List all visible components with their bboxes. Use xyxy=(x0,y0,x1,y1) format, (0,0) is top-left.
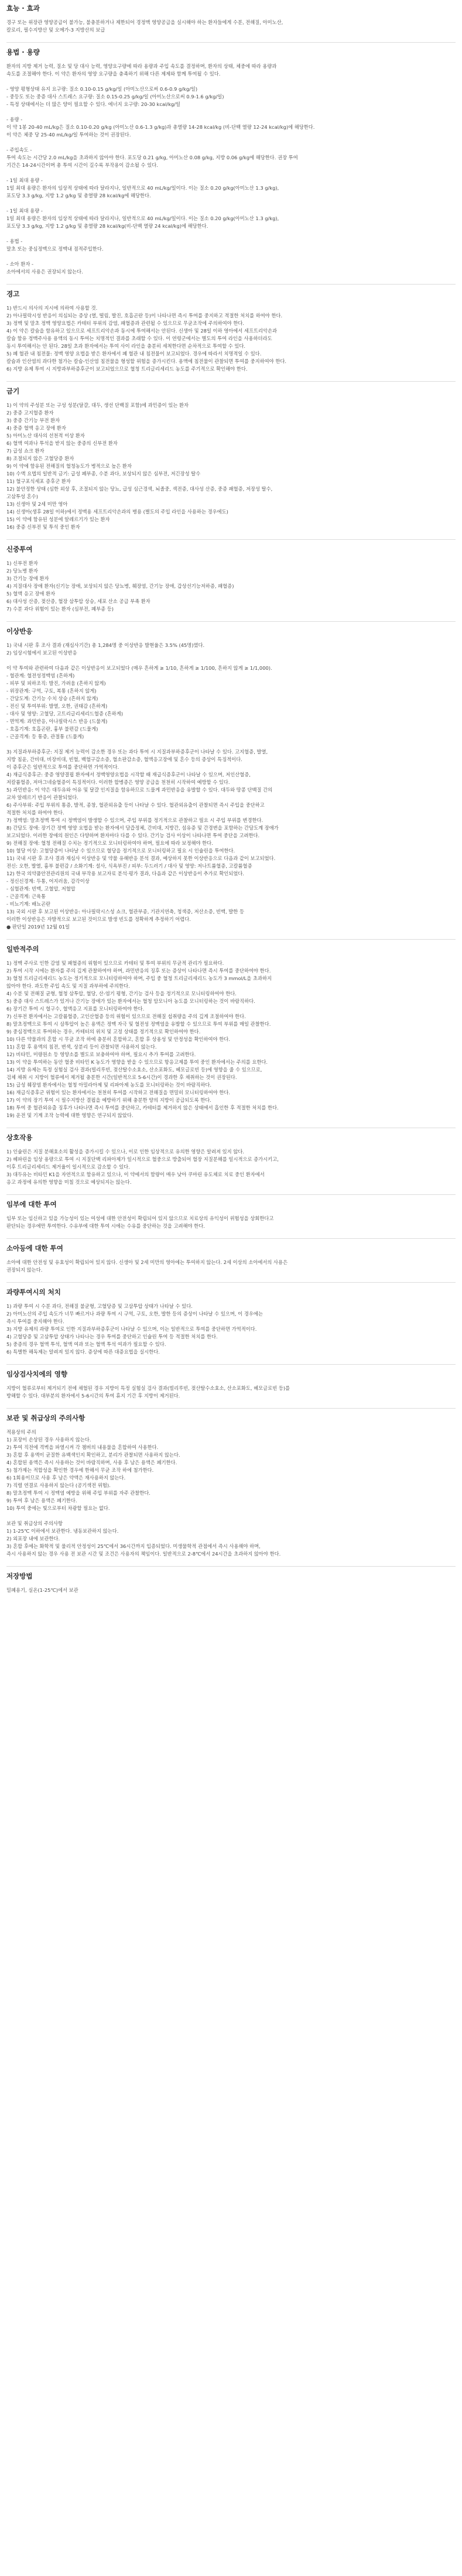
section-text-line: 적절한 처치를 하여야 한다. xyxy=(6,810,64,816)
info-section xyxy=(6,1283,456,1365)
section-text-line: 1) 국내 시판 후 조사 결과 (재심사기간) 총 1,284명 중 이상반응 발현율은 3.5% (45명)였다. xyxy=(6,642,205,648)
section-title: 과량투여시의 처치 xyxy=(6,1288,61,1296)
section-text-line: - 혈관계: 혈전성정맥염 (흔하게) xyxy=(6,673,75,679)
section-text-line: 4) 수분 및 전해질 균형, 혈청 삼투압, 혈당, 산-염기 평형, 간기능 검사 등을 정기적으로 모니터링하여야 한다. xyxy=(6,991,237,996)
section-text-line: - 소아 환자 - xyxy=(6,261,33,267)
section-text-line: 이후 트리글리세리드 제거율이 일시적으로 감소할 수 있다. xyxy=(6,1164,130,1170)
section-text-line: 6) 장기간 투여 시 혈구수, 혈액응고 지표를 모니터링하여야 한다. xyxy=(6,1006,145,1012)
section-text-line: - 호흡기계: 호흡곤란, 흉부 불편감 (드물게) xyxy=(6,726,98,732)
section-text-line: 1) 반드시 의사의 지시에 의하여 사용할 것. xyxy=(6,305,98,311)
section-text-line: 7) 직렬 연결로 사용하지 않는다 (공기색전 위험). xyxy=(6,1482,111,1488)
section-text-line: - 전신 및 투여부위: 발열, 오한, 권태감 (흔하게) xyxy=(6,703,108,709)
section-text-line: 교차 알레르기 반응이 관찰되었다. xyxy=(6,794,78,800)
section-text-line: 1일 최대 용량은 환자의 임상적 상태에 따라 달라지나, 일반적으로 40 mL/kg/일이다. 이는 질소 0.20 g/kg(아미노산 1.3 g/kg), xyxy=(6,215,279,221)
section-text-line: 6) 대사성 산증, 젖산증, 혈장 삼투압 상승, 세포 산소 공급 부족 환자 xyxy=(6,598,150,604)
section-title: 임상검사치에의 영향 xyxy=(6,1370,67,1378)
info-section xyxy=(6,4,456,43)
section-text-line: 칼슘과 인산염의 과다한 첨가는 칼슘-인산염 침전물을 형성할 위험을 증가시킨다. 용액에 침전물이 관찰되면 투여를 중지하여야 한다. xyxy=(6,358,286,364)
section-text-line: - 대사 및 영양: 고혈당, 고트리글리세리드혈증 (흔하게) xyxy=(6,711,124,717)
section-text-line: 동시 투여해서는 안 된다. 28일 초과 환자에서는 투여 사이 라인을 충분히 세척한다면 순차적으로 투여할 수 있다. xyxy=(6,343,246,349)
section-text-line: 환자의 지방 제거 능력, 질소 및 당 대사 능력, 영양요구량에 따라 용량과 주입 속도를 결정하며, 환자의 상태, 체중에 따라 용량과 xyxy=(6,63,277,69)
section-text-line: 이 증후군은 일반적으로 투여를 중단하면 가역적이다. xyxy=(6,764,119,770)
section-text-line: 지방 침윤, 간비대, 비장비대, 빈혈, 백혈구감소증, 혈소판감소증, 혈액응고장애 및 혼수 등의 증상이 특징적이다. xyxy=(6,756,242,762)
info-section xyxy=(6,1239,456,1283)
info-section xyxy=(6,285,456,382)
section-text-line: 칼슘 함유 정맥주사용 용액의 동시 투여는 치명적인 결과를 초래할 수 있다. 이 연령군에서는 별도의 투여 라인을 사용하더라도 xyxy=(6,335,272,341)
section-text-line xyxy=(6,253,456,261)
section-text-line: - 비뇨기계: 배뇨곤란 xyxy=(6,901,51,907)
section-text-line xyxy=(6,657,456,664)
section-text-line: - 근골격계: 등 통증, 관절통 (드물게) xyxy=(6,734,84,739)
section-title: 효능 · 효과 xyxy=(6,4,40,12)
section-text-line: 경구 또는 위장관 영양공급이 불가능, 불충분하거나 제한되어 경정맥 영양공급을 실시해야 하는 환자들에게 수분, 전해질, 아미노산, xyxy=(6,19,283,25)
section-text-line: 7) 신부전 환자에서는 고칼륨혈증, 고인산혈증 등의 위험이 있으므로 전해질 섭취량을 주의 깊게 조절하여야 한다. xyxy=(6,1013,246,1019)
section-text-line: - 용량 - xyxy=(6,117,23,122)
section-text-line: 8) 말초정맥 투여 시 정맥염 예방을 위해 주입 부위를 자주 관찰한다. xyxy=(6,1490,150,1496)
section-text-line: 4) 지질대사 장애 환자(신기능 장애, 보상되지 않은 당뇨병, 췌장염, 간기능 장애, 갑상선기능저하증, 패혈증) xyxy=(6,583,234,589)
section-title: 경고 xyxy=(6,290,20,298)
section-text-line: 11) 혼합 후 용액의 침전, 변색, 상분리 등이 관찰되면 사용하지 않는다. xyxy=(6,1044,157,1050)
section-text-line: 판단되는 경우에만 투여한다. 수유부에 대한 투여 시에는 수유를 중단하는 것을 고려해야 한다. xyxy=(6,1223,205,1229)
info-section xyxy=(6,43,456,285)
section-text-line: 1) 이 약의 주성분 또는 구성 성분(달걀, 대두, 생선 단백질 포함)에 과민증이 있는 환자 xyxy=(6,402,189,408)
section-text-line: 보관 및 취급상의 주의사항 xyxy=(6,1520,63,1526)
section-text-line: 4) 재급식증후군: 중증 영양결핍 환자에서 정맥영양요법을 시작할 때 재급식증후군이 나타날 수 있으며, 저인산혈증, xyxy=(6,772,251,777)
section-text-line: 말초 또는 중심정맥으로 정맥내 점적주입한다. xyxy=(6,246,104,252)
section-text-line xyxy=(6,169,456,177)
section-text-line: - 면역계: 과민반응, 아나필락시스 반응 (드물게) xyxy=(6,718,108,724)
section-text-line: 1) 포장이 손상된 경우 사용하지 않는다. xyxy=(6,1437,91,1443)
section-text-line: - 주입속도 - xyxy=(6,147,32,153)
info-section xyxy=(6,1409,456,1567)
section-title: 용법 · 용량 xyxy=(6,48,40,56)
section-text-line: 6) 특별한 해독제는 알려져 있지 않다. 증상에 따른 대증요법을 실시한다. xyxy=(6,1349,160,1355)
section-text-line: 15) 급성 췌장염 환자에서는 혈청 아밀라아제 및 리파아제 농도를 모니터링하는 것이 바람직하다. xyxy=(6,1082,212,1088)
section-text-line: 8) 간담도 장애: 장기간 정맥 영양 요법을 받는 환자에서 담즙정체, 간비대, 지방간, 섬유증 및 간경변을 포함하는 간담도계 장애가 xyxy=(6,825,279,831)
section-text-line: 6) 혈액 여과나 투석을 받지 않는 중증의 신부전 환자 xyxy=(6,440,118,446)
info-section xyxy=(6,382,456,540)
info-section xyxy=(6,940,456,1128)
section-text-line: 6) 지방 유제 투여 시 지방과부하증후군이 보고되었으므로 혈청 트리글리세리드 농도를 주기적으로 확인해야 한다. xyxy=(6,366,248,372)
section-text-line: 10) 투여 중에는 빛으로부터 차광할 필요는 없다. xyxy=(6,1505,110,1511)
section-text-line: 12) 불안정한 상태 (심한 외상 후, 조절되지 않는 당뇨, 급성 심근경색, 뇌졸중, 색전증, 대사성 산증, 중증 패혈증, 저장성 탈수, xyxy=(6,486,273,492)
info-section xyxy=(6,1365,456,1409)
info-section xyxy=(6,1195,456,1239)
section-text-line: 5) 중증 대사 스트레스가 있거나 간기능 장애가 있는 환자에서는 혈청 암모니아 농도를 모니터링하는 것이 바람직하다. xyxy=(6,998,255,1004)
section-text-line: 3) 지방 유제의 과량 투여로 인한 지질과부하증후군이 나타날 수 있으며, 이는 일반적으로 투여를 중단하면 가역적이다. xyxy=(6,1326,257,1332)
section-text-line: 7) 수분 과다 위험이 있는 환자 (심부전, 폐부종 등) xyxy=(6,606,114,612)
section-text-line: 소아에서의 사용은 권장되지 않는다. xyxy=(6,269,83,275)
info-section xyxy=(6,1128,456,1195)
section-text-line: - 피부 및 피하조직: 발진, 가려움 (흔하지 않게) xyxy=(6,680,106,686)
section-title: 이상반응 xyxy=(6,627,33,635)
section-text-line: 13) 이 약을 투여하는 동안 혈중 비타민 K 농도가 영향을 받을 수 있으므로 항응고제를 투여 중인 환자에서는 주의를 요한다. xyxy=(6,1059,268,1065)
section-text-line: 투여 속도는 시간당 2.0 mL/kg을 초과하지 않아야 한다. 포도당 0.21 g/kg, 아미노산 0.08 g/kg, 지방 0.06 g/kg에 해당한다. 권장 투여 xyxy=(6,155,298,160)
section-title: 신중투여 xyxy=(6,545,33,553)
section-text-line: 3) 혼합 후에는 화학적 및 물리적 안정성이 25℃에서 36시간까지 입증되었다. 미생물학적 관점에서 즉시 사용해야 하며, xyxy=(6,1543,261,1549)
section-text-line: 5) 중증의 경우 혈액 투석, 혈액 여과 또는 혈액 투석 여과가 필요할 수 있다. xyxy=(6,1341,166,1347)
section-text-line: 이 약 투여와 관련하여 다음과 같은 이상반응이 보고되었다 (매우 흔하게 ≥ 1/10, 흔하게 ≥ 1/100, 흔하지 않게 ≥ 1/1,000). xyxy=(6,665,272,671)
section-text-line: 방해할 수 있다. 대부분의 환자에서 5-6시간의 투여 휴지 기간 후 지방이 제거된다. xyxy=(6,1393,180,1399)
section-text-line: 1) 1-25℃ 이하에서 보관한다. 냉동보관하지 않는다. xyxy=(6,1528,119,1534)
section-text-line: 4) 이 약은 칼슘을 함유하고 있으므로 세프트리악손과 동시에 투여해서는 안된다. 신생아 및 28일 이하 영아에서 세프트리악손과 xyxy=(6,328,278,334)
section-text-line: 저칼륨혈증, 저마그네슘혈증이 특징적이다. 이러한 합병증은 영양 공급을 천천히 시작하여 예방할 수 있다. xyxy=(6,779,230,785)
section-title: 상호작용 xyxy=(6,1133,33,1142)
section-text-line: - 간담도계: 간기능 수치 상승 (흔하지 않게) xyxy=(6,696,98,701)
info-section xyxy=(6,540,456,622)
section-text-line: 이 약 1봉 20-40 mL/kg은 질소 0.10-0.20 g/kg (아미노산 0.6-1.3 g/kg)과 총열량 14-28 kcal/kg (비-단백 열량 12-24 kcal/kg)에 해당한다. xyxy=(6,124,315,130)
section-text-line: 칼로리, 필수지방산 및 오메가-3 지방산의 보급 xyxy=(6,27,105,33)
section-text-line: 1) 인슐린은 지질 분해효소의 활성을 증가시킬 수 있으나, 이로 인한 임상적으로 유의한 영향은 알려져 있지 않다. xyxy=(6,1149,245,1155)
section-text-line: 2) 중증 고지혈증 환자 xyxy=(6,410,54,416)
section-text-line: 7) 급성 쇼크 환자 xyxy=(6,448,45,454)
section-text-line: 12) 한국 의약품안전관리원의 국내 부작용 보고자료 분석·평가 결과, 다음과 같은 이상반응이 추가로 확인되었다. xyxy=(6,871,245,876)
section-text-line: 응고 과정에 유의한 영향을 미칠 것으로 예상되지는 않는다. xyxy=(6,1179,132,1185)
section-text-line: 8) 조절되지 않은 고혈당증 환자 xyxy=(6,455,74,461)
section-text-line: 1일 최대 용량은 환자의 임상적 상태에 따라 달라지나, 일반적으로 40 mL/kg/일이다. 이는 질소 0.20 g/kg(아미노산 1.3 g/kg), xyxy=(6,185,279,191)
section-text-line: 포도당 3.3 g/kg, 지방 1.2 g/kg 및 총열량 28 kcal/kg(비-단백 열량 24 kcal/kg)에 해당한다. xyxy=(6,223,208,229)
section-text-line: 13) 신생아 및 2세 미만 영아 xyxy=(6,501,68,507)
section-text-line: 19) 운전 및 기계 조작 능력에 대한 영향은 연구되지 않았다. xyxy=(6,1112,134,1118)
section-text-line: 3) 대두유는 비타민 K1을 자연적으로 함유하고 있으나, 이 약에서의 함량이 매우 낮아 쿠마린 유도체로 치료 중인 환자에서 xyxy=(6,1171,265,1177)
section-text-line: 16) 재급식증후군 위험이 있는 환자에서는 천천히 투여를 시작하고 전해질을 면밀히 모니터링하여야 한다. xyxy=(6,1090,231,1095)
section-text-line: 5) 과민반응: 이 약은 대두유와 어유 및 달걀 인지질을 함유하므로 드물게 과민반응을 유발할 수 있다. 대두와 땅콩 단백질 간의 xyxy=(6,787,273,793)
section-text-line: 10) 수액 요법의 일반적 금기: 급성 폐부종, 수분 과다, 보상되지 않은 심부전, 저긴장성 탈수 xyxy=(6,471,201,477)
section-title: 임부에 대한 투여 xyxy=(6,1200,57,1208)
section-text-line: 3) 간기능 장애 환자 xyxy=(6,576,49,581)
section-text-line: 16) 중증 신부전 및 투석 중인 환자 xyxy=(6,524,80,530)
section-text-line: - 용법 - xyxy=(6,238,23,244)
section-text-line: 3) 지질과부하증후군: 지질 제거 능력이 감소한 경우 또는 과다 투여 시 지질과부하증후군이 나타날 수 있다. 고지혈증, 발열, xyxy=(6,749,268,755)
section-text-line: - 정신신경계: 두통, 어지러움, 감각이상 xyxy=(6,878,90,884)
section-text-line: 14) 지방 유제는 특정 실험실 검사 결과(빌리루빈, 젖산탈수소효소, 산소포화도, 헤모글로빈 등)에 영향을 줄 수 있으므로, xyxy=(6,1067,262,1073)
section-text-line: 4) 중증 혈액 응고 장애 환자 xyxy=(6,425,66,431)
section-text-line: 11) 국내 시판 후 조사 결과 재심사 이상반응 및 약물 유해반응 분석 결과, 예상하지 못한 이상반응으로 다음과 같이 보고되었다. xyxy=(6,855,276,861)
section-text-line: 속도를 조절해야 한다. 이 약은 환자의 영양 요구량을 충족하기 위해 다른 제제와 함께 투여될 수 있다. xyxy=(6,71,221,77)
section-title: 금기 xyxy=(6,387,20,395)
section-text-line: - 영양 평형상태 유지 요구량: 질소 0.10-0.15 g/kg/일 (아미노산으로써 0.6-0.9 g/kg/일) xyxy=(6,86,198,92)
section-text-line: 포도당 3.3 g/kg, 지방 1.2 g/kg 및 총열량 28 kcal/kg에 해당한다. xyxy=(6,193,151,198)
section-text-line xyxy=(6,741,456,748)
section-text-line: 기간은 14-24시간이며 총 투여 시간이 길수록 부작용이 감소될 수 있다. xyxy=(6,162,158,168)
section-text-line: 10) 혈당 이상: 고혈당증이 나타날 수 있으므로 혈당을 정기적으로 모니터링하고 필요 시 인슐린을 투여한다. xyxy=(6,848,235,854)
section-text-line xyxy=(6,108,456,116)
section-text-line: 1) 신부전 환자 xyxy=(6,560,38,566)
section-text-line: 3) 혈청 트리글리세리드 농도는 정기적으로 모니터링하여야 하며, 주입 중 혈청 트리글리세리드 농도가 3 mmol/L을 초과하지 xyxy=(6,975,272,981)
section-text-line: 1) 정맥 주사로 인한 감염 및 패혈증의 위험이 있으므로 카테터 및 투여 부위의 무균적 관리가 필요하다. xyxy=(6,960,224,966)
section-text-line: - 중등도 또는 중증 대사 스트레스 요구량: 질소 0.15-0.25 g/kg/일 (아미노산으로써 0.9-1.6 g/kg/일) xyxy=(6,94,224,100)
section-text-line: 9) 투여 후 남은 용액은 폐기한다. xyxy=(6,1498,77,1503)
section-text-line: 5) 아미노산 대사의 선천적 이상 환자 xyxy=(6,433,85,439)
section-text-line: 11) 혈구포식세포 증후군 환자 xyxy=(6,478,71,484)
section-text-line: 보고되었다. 이러한 장애의 원인은 다양하며 환자마다 다를 수 있다. 간기능 검사 이상이 나타나면 투여 중단을 고려한다. xyxy=(6,833,260,838)
section-title: 저장방법 xyxy=(6,1572,33,1580)
section-text-line: 2) 외포장 내에 보관한다. xyxy=(6,1536,60,1542)
section-text-line: 5) 혈액 응고 장애 환자 xyxy=(6,591,56,597)
section-text-line: 9) 이 약에 함유된 전해질의 혈청농도가 병적으로 높은 환자 xyxy=(6,463,132,469)
section-text-line: - 특정 상태에서는 더 많은 양이 필요할 수 있다. 에너지 요구량: 20-30 kcal/kg/일 xyxy=(6,101,180,107)
section-text-line: 7) 정맥염: 말초정맥 투여 시 정맥염이 발생할 수 있으며, 주입 부위를 정기적으로 관찰하고 필요 시 주입 부위를 변경한다. xyxy=(6,817,263,823)
section-text-line: - 심혈관계: 빈맥, 고혈압, 저혈압 xyxy=(6,886,76,892)
section-text-line: 2) 투여 직전에 격벽을 파열시켜 각 챔버의 내용물을 혼합하여 사용한다. xyxy=(6,1444,159,1450)
section-text-line: 3) 중증 간기능 부전 환자 xyxy=(6,417,60,423)
section-text-line: 2) 아미노산의 주입 속도가 너무 빠르거나 과량 투여 시 구역, 구토, 오한, 발한 등의 증상이 나타날 수 있으며, 이 경우에는 xyxy=(6,1311,263,1317)
info-section xyxy=(6,1567,456,1602)
section-title: 일반적주의 xyxy=(6,945,39,953)
section-text-line: 6) 주사부위: 주입 부위의 통증, 발적, 종창, 혈관외유출 등이 나타날 수 있다. 혈관외유출이 관찰되면 즉시 주입을 중단하고 xyxy=(6,802,265,808)
section-text-line: 지방이 혈류로부터 제거되기 전에 채혈된 경우 지방이 특정 실험실 검사 결과(빌리루빈, 젖산탈수소효소, 산소포화도, 헤모글로빈 등)를 xyxy=(6,1385,290,1391)
section-text-line: 5) 첨가제는 적합성을 확인한 경우에 한해서 무균 조작 하에 첨가한다. xyxy=(6,1467,154,1473)
section-text-line: 1) 과량 투여 시 수분 과다, 전해질 불균형, 고혈당증 및 고삼투압 상태가 나타날 수 있다. xyxy=(6,1303,193,1309)
section-text-line: 18) 투여 중 혈관외유출 징후가 나타나면 즉시 투여를 중단하고, 카테터를 제거하지 않은 상태에서 흡인한 후 적절한 처치를 한다. xyxy=(6,1105,279,1111)
section-text-line xyxy=(6,1512,456,1520)
section-text-line: 2) 임상시험에서 보고된 이상반응 xyxy=(6,650,77,656)
section-text-line: 밀폐용기, 실온(1-25℃)에서 보관 xyxy=(6,1587,78,1593)
section-text-line: 12) 비타민, 미량원소 등 영양소를 별도로 보충하여야 하며, 필요시 추가 투여를 고려한다. xyxy=(6,1051,196,1057)
section-text-line: 2) 투여 시작 시에는 환자를 주의 깊게 관찰하여야 하며, 과민반응의 징후 또는 증상이 나타나면 즉시 투여를 중단하여야 한다. xyxy=(6,968,271,974)
section-text-line xyxy=(6,200,456,207)
section-text-line: 2) 헤파린을 임상 용량으로 투여 시 지질단백 리파아제가 일시적으로 혈중으로 방출되어 혈장 지질분해를 일시적으로 증가시키고, xyxy=(6,1156,279,1162)
section-text-line: 소아에 대한 안전성 및 유효성이 확립되어 있지 않다. 신생아 및 2세 미만의 영아에는 투여하지 않는다. 2세 이상의 소아에서의 사용은 xyxy=(6,1259,288,1265)
section-text-line: 2) 아나필락시성 반응이 의심되는 증상 (열, 떨림, 발진, 호흡곤란 등)이 나타나면 즉시 투여를 중지하고 적절한 처치를 하여야 한다. xyxy=(6,313,283,318)
section-text-line: 4) 고혈당증 및 고삼투압 상태가 나타나는 경우 투여를 중단하고 인슐린 투여 등 적절한 처치를 한다. xyxy=(6,1334,218,1340)
section-text-line: 4) 혼합된 용액은 즉시 사용하는 것이 바람직하며, 사용 후 남은 용액은 폐기한다. xyxy=(6,1460,177,1465)
section-text-line: 10) 다른 약물과의 혼합 시 무균 조작 하에 충분히 혼합하고, 혼합 후 상용성 및 안정성을 확인하여야 한다. xyxy=(6,1036,230,1042)
section-text-line: ● 판단일 2019년 12월 01일 xyxy=(6,924,70,930)
section-text-line: 이 약은 체중 당 25-40 mL/kg/일 투여하는 것이 권장된다. xyxy=(6,132,131,138)
section-text-line: 임부 또는 임신하고 있을 가능성이 있는 여성에 대한 안전성이 확립되어 있지 않으므로 치료상의 유익성이 위험성을 상회한다고 xyxy=(6,1215,274,1221)
section-text-line: 13) 국외 시판 후 보고된 이상반응: 아나필락시스성 쇼크, 혈관부종, 기관지연축, 청색증, 저산소증, 빈맥, 발한 등 xyxy=(6,909,244,914)
section-text-line: 14) 신생아(생후 28일 이하)에서 정맥용 세프트리악손과의 병용 (별도의 주입 라인을 사용하는 경우에도) xyxy=(6,509,228,515)
section-text-line: 즉시 사용하지 않는 경우 사용 전 보관 시간 및 조건은 사용자의 책임이다. 일반적으로 2-8℃에서 24시간을 초과하지 않아야 한다. xyxy=(6,1551,281,1557)
section-text-line: 17) 이 약의 장기 투여 시 필수지방산 결핍을 예방하기 위해 충분한 양의 지방이 공급되도록 한다. xyxy=(6,1097,211,1103)
section-text-line: 3) 혼합 후 용액이 균질한 유백색인지 확인하고, 분리가 관찰되면 사용하지 않는다. xyxy=(6,1452,180,1458)
section-text-line: 이러한 이상반응은 자발적으로 보고된 것이므로 발생 빈도를 정확하게 추정하기 어렵다. xyxy=(6,916,191,922)
section-text-line: 2) 당뇨병 환자 xyxy=(6,568,38,574)
section-text-line: 15) 이 약에 함유된 성분에 알레르기가 있는 환자 xyxy=(6,516,110,522)
section-title: 소아등에 대한 투여 xyxy=(6,1244,63,1252)
section-text-line: 고삼투성 혼수) xyxy=(6,494,38,499)
section-text-line: - 1일 최대 용량 - xyxy=(6,177,43,183)
section-title: 보관 및 취급상의 주의사항 xyxy=(6,1414,85,1422)
section-text-line: 9) 중심정맥으로 투여하는 경우, 카테터의 위치 및 고정 상태를 정기적으로 확인하여야 한다. xyxy=(6,1029,201,1034)
section-text-line: 3) 정맥 및 말초 정맥 영양요법은 카테터 부위의 감염, 패혈증과 관련될 수 있으므로 무균조작에 주의하여야 한다. xyxy=(6,320,245,326)
section-text-line: 적용상의 주의 xyxy=(6,1429,36,1435)
section-text-line: 권장되지 않는다. xyxy=(6,1267,43,1273)
section-text-line: 즉시 투여를 중지해야 한다. xyxy=(6,1318,64,1324)
section-text-line: 않아야 한다. 과도한 주입 속도 및 지질 과부하에 주의한다. xyxy=(6,983,130,989)
section-text-line: - 근골격계: 근육통 xyxy=(6,893,46,899)
section-text-line: 9) 전해질 장애: 혈청 전해질 수치는 정기적으로 모니터링하여야 하며, 필요에 따라 보정해야 한다. xyxy=(6,840,213,846)
section-text-line xyxy=(6,230,456,238)
section-text-line: 6) 1회용이므로 사용 후 남은 약액은 재사용하지 않는다. xyxy=(6,1475,126,1481)
section-text-line: - 1일 최대 용량 - xyxy=(6,208,43,214)
info-section xyxy=(6,622,456,940)
section-text-line xyxy=(6,139,456,146)
section-text-line xyxy=(6,78,456,85)
section-text-line: - 위장관계: 구역, 구토, 복통 (흔하지 않게) xyxy=(6,688,97,694)
section-text-line: 5) 폐 혈관 내 침전물: 정맥 영양 요법을 받은 환자에서 폐 혈관 내 침전물이 보고되었다. 경우에 따라서 치명적일 수 있다. xyxy=(6,351,262,357)
section-text-line: 전신: 오한, 발열, 흉부 불편감 / 소화기계: 설사, 식욕부진 / 피부: 두드러기 / 대사 및 영양: 저나트륨혈증, 고칼륨혈증 xyxy=(6,863,252,869)
section-text-line: 8) 말초정맥으로 투여 시 삼투압이 높은 용액은 정맥 자극 및 혈전성 정맥염을 유발할 수 있으므로 투여 부위를 매일 관찰한다. xyxy=(6,1021,271,1027)
section-text-line: 검체 채취 시 지방이 혈류에서 제거될 충분한 시간(일반적으로 5-6시간)이 경과한 후 채취하는 것이 권장된다. xyxy=(6,1074,237,1080)
